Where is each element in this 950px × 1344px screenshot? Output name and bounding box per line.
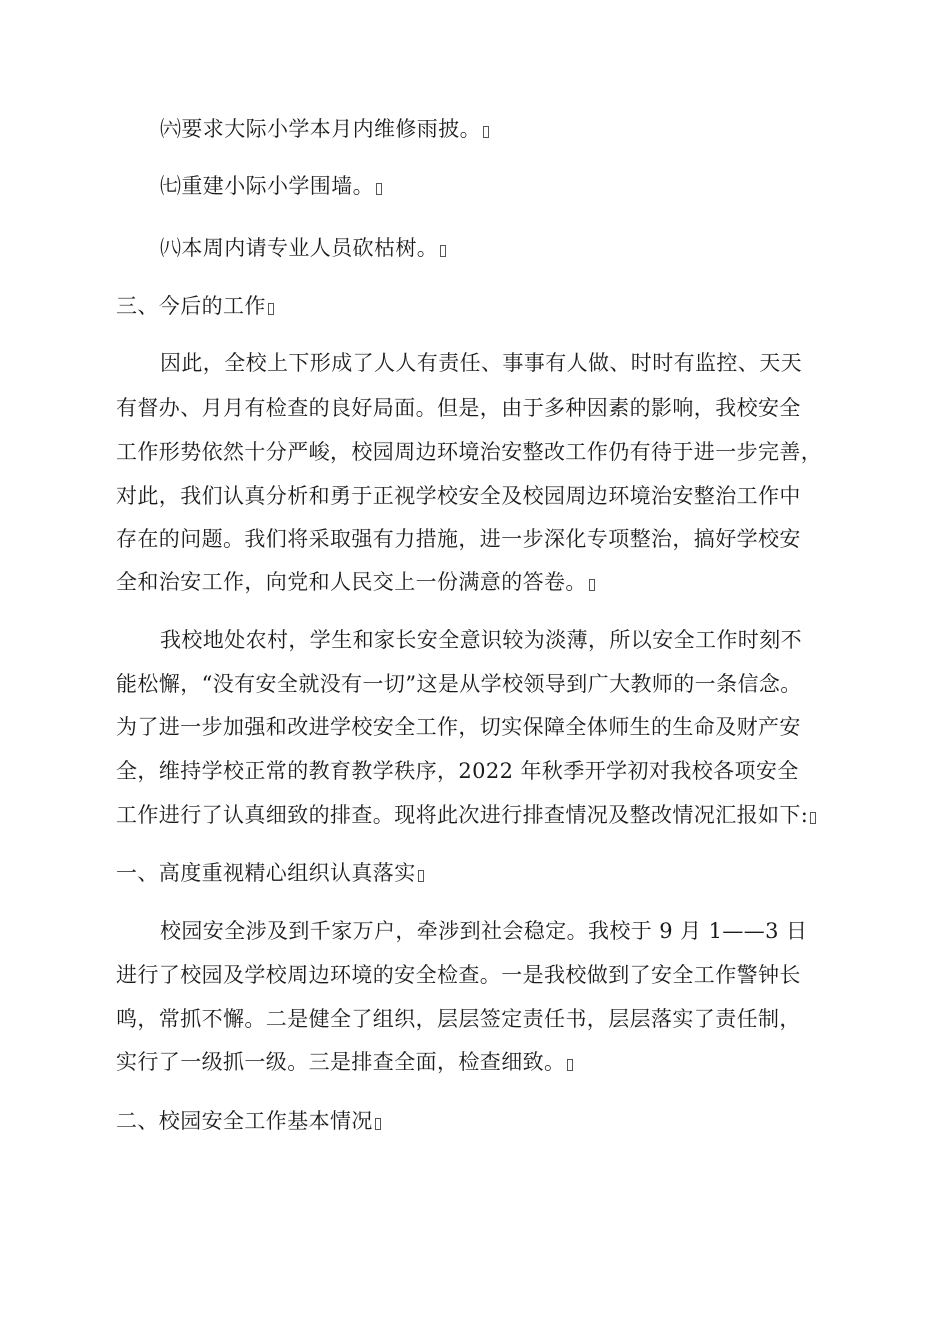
paragraph-mark-icon [418, 870, 424, 882]
paragraph-line: 全，维持学校正常的教育教学秩序，2022 年秋季开学初对我校各项安全 [116, 759, 799, 783]
paragraph-line: 校园安全涉及到千家万户，牵涉到社会稳定。我校于 9 月 1——3 日 [160, 919, 808, 943]
paragraph-line: 因此，全校上下形成了人人有责任、事事有人做、时时有监控、天天 [160, 351, 802, 375]
paragraph-mark-icon [440, 245, 446, 257]
paragraph-line: 鸣，常抓不懈。二是健全了组织，层层签定责任书，层层落实了责任制， [116, 1007, 801, 1031]
paragraph-line: 工作进行了认真细致的排查。现将此次进行排查情况及整改情况汇报如下: [116, 801, 816, 829]
paragraph-line: 对此，我们认真分析和勇于正视学校安全及校园周边环境治安整治工作中 [116, 484, 801, 508]
section-heading-future-work: 三、今后的工作 [116, 292, 274, 320]
paragraph-mark-icon [567, 1059, 573, 1071]
paragraph-line: 全和治安工作，向党和人民交上一份满意的答卷。 [116, 568, 595, 596]
section-heading-organization: 一、高度重视精心组织认真落实 [116, 859, 424, 887]
paragraph-mark-icon [376, 183, 382, 195]
paragraph-mark-icon [375, 1118, 381, 1130]
paragraph-line: 工作形势依然十分严峻，校园周边环境治安整改工作仍有待于进一步完善， [116, 440, 823, 464]
paragraph-mark-icon [589, 579, 595, 591]
paragraph-mark-icon [268, 303, 274, 315]
paragraph-line: 我校地处农村，学生和家长安全意识较为淡薄，所以安全工作时刻不 [160, 628, 802, 652]
paragraph-line: 能松懈，“没有安全就没有一切”这是从学校领导到广大教师的一条信念。 [116, 672, 802, 696]
paragraph-mark-icon [483, 126, 489, 138]
paragraph-line: 实行了一级抓一级。三是排查全面，检查细致。 [116, 1048, 573, 1076]
paragraph-line: 有督办、月月有检查的良好局面。但是，由于多种因素的影响，我校安全 [116, 396, 801, 420]
list-item-8: ㈧本周内请专业人员砍枯树。 [160, 234, 446, 262]
list-item-6: ㈥要求大际小学本月内维修雨披。 [160, 115, 489, 143]
paragraph-mark-icon [810, 812, 816, 824]
section-heading-basic-situation: 二、校园安全工作基本情况 [116, 1107, 381, 1135]
paragraph-line: 为了进一步加强和改进学校安全工作，切实保障全体师生的生命及财产安 [116, 715, 801, 739]
paragraph-line: 进行了校园及学校周边环境的安全检查。一是我校做到了安全工作警钟长 [116, 963, 801, 987]
list-item-7: ㈦重建小际小学围墙。 [160, 172, 382, 200]
paragraph-line: 存在的问题。我们将采取强有力措施，进一步深化专项整治，搞好学校安 [116, 527, 801, 551]
